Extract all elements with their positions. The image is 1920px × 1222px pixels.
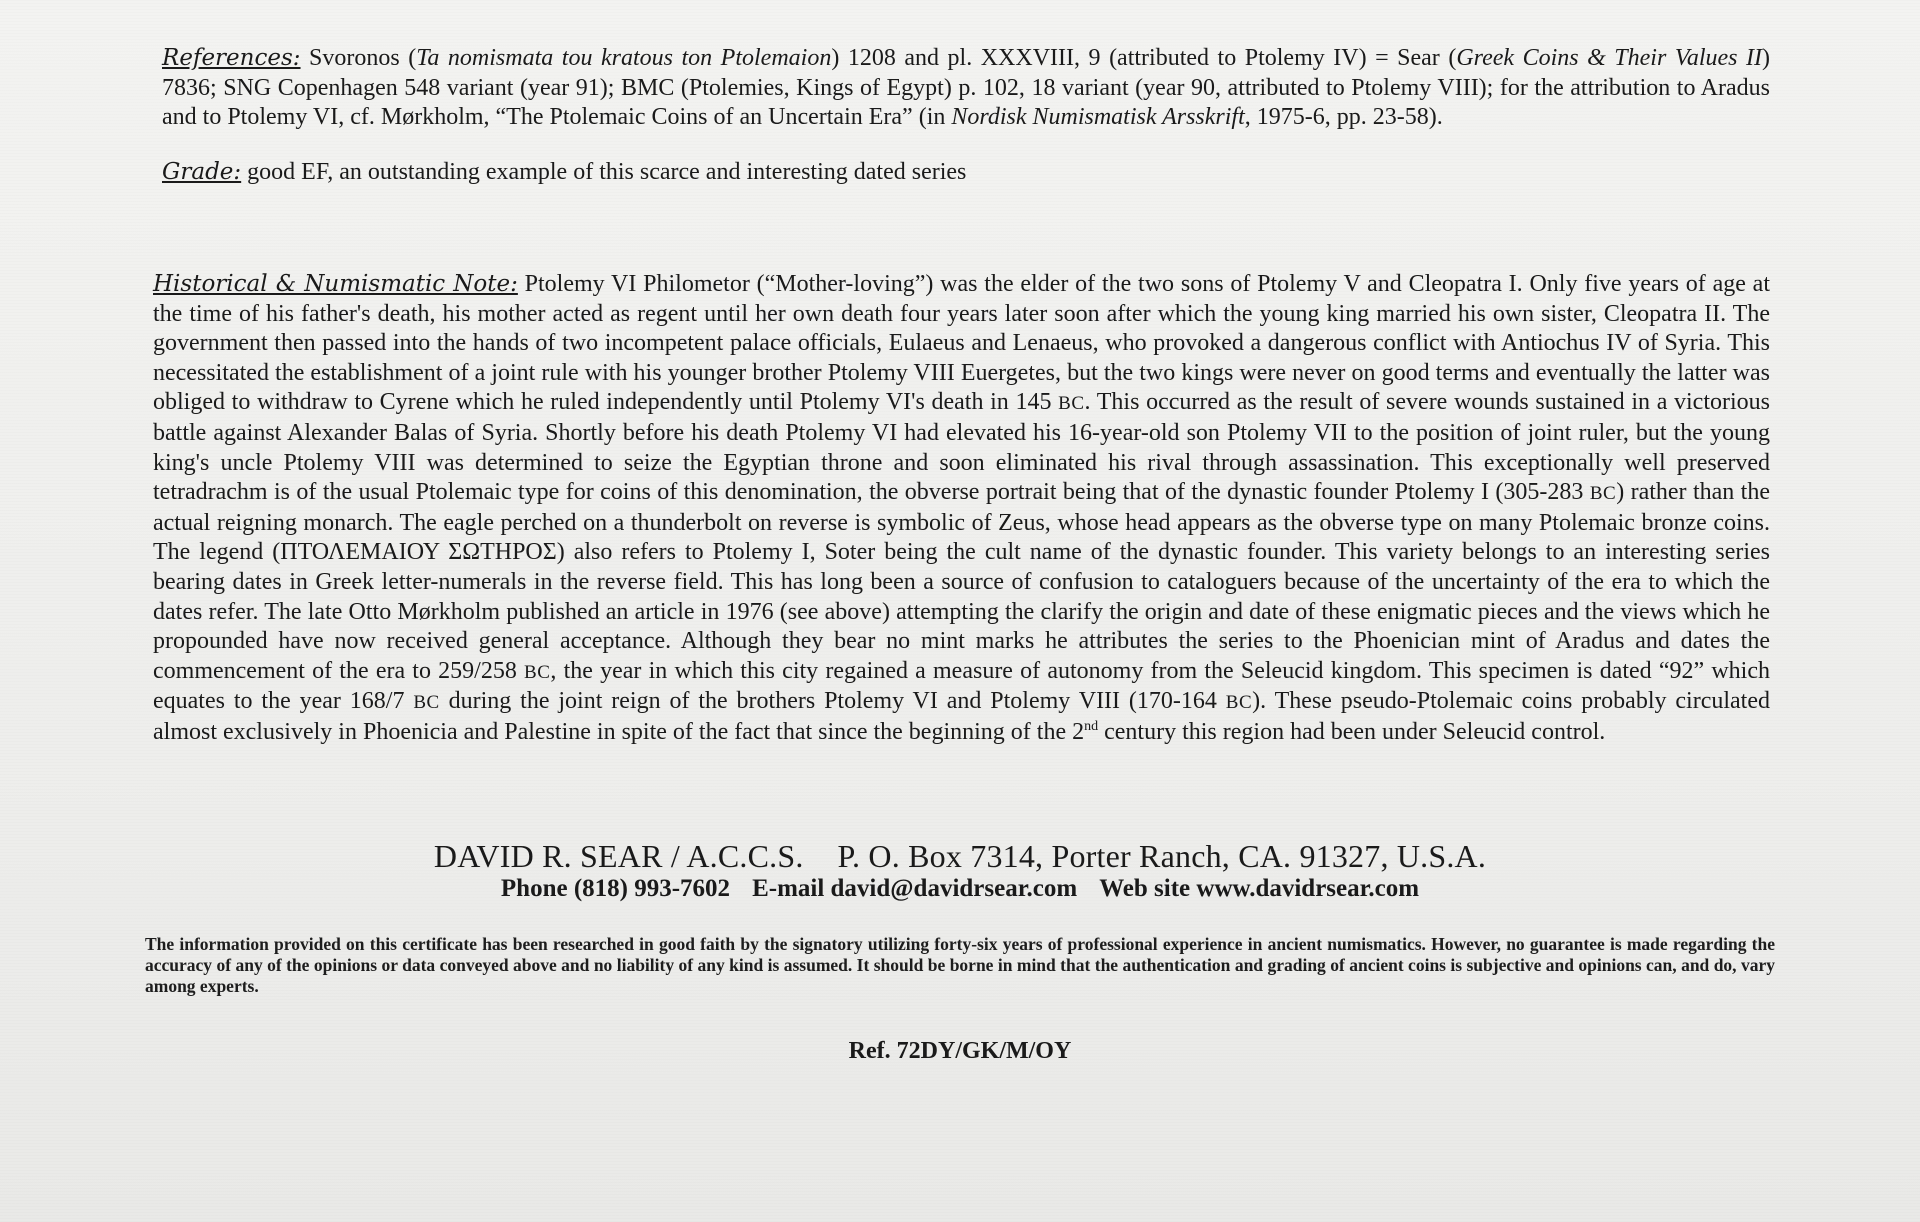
historical-text: during the joint reign of the brothers Ptolemy VI and Ptolemy VIII (170-164 [439, 688, 1226, 715]
era-bc: BC [1589, 483, 1617, 505]
contact-header [0, 838, 1920, 875]
dealer-address: P. O. Box 7314, Porter Ranch, CA. 91327, U.S.A. [837, 838, 1487, 874]
grade-label: Grade: [162, 159, 242, 185]
era-bc: BC [1058, 393, 1085, 415]
historical-note-paragraph [153, 270, 1770, 748]
contact-details [0, 875, 1920, 903]
references-text: , 1975-6, pp. 23-58). [1244, 104, 1443, 131]
historical-text: century this region had been under Seleucid control. [1098, 718, 1606, 745]
grade-paragraph [162, 158, 1770, 188]
historical-note-label: Historical & Numismatic Note: [153, 271, 518, 297]
references-text: ) 1208 and pl. XXXVIII, 9 (attributed to Ptolemy IV) = Sear ( [831, 45, 1457, 71]
references-paragraph [162, 44, 1770, 133]
historical-text: , the year in which this city regained a measure of autonomy from the Seleucid kingdom. This specimen is dated “92” which equates to the year 168/7 [153, 657, 1771, 715]
disclaimer-text: The information provided on this certificate has been researched in good faith by the signatory utilizing forty-six years of professional experience in ancient numismatics. However, no guarantee is made regarding the accuracy of any of the opinions or data conveyed above and no liability of any kind is assumed. It should be borne in mind that the authentication and grading of ancient coins is subjective and opinions can, and do, vary among experts. [145, 934, 1775, 996]
grade-text: good EF, an outstanding example of this scarce and interesting dated series [241, 159, 967, 185]
era-bc: BC [1225, 692, 1253, 714]
dealer-website: Web site www.davidrsear.com [1099, 875, 1420, 902]
historical-text: . This occurred as the result of severe wounds sustained in a victorious battle against Alexander Balas of Syria. Shortly before his death Ptolemy VI had elevated his 16-year-old son Ptolemy VII to the position of joint ruler, but the young king's uncle Ptolemy VIII was determined to seize the Egyptian throne and soon eliminated his rival through assassination. This exceptionally well preserved tetradrachm is of the usual Ptolemaic type for coins of this denomination, the obverse portrait being that of the dynastic founder Ptolemy I (305-283 [153, 389, 1771, 506]
dealer-email: E-mail david@davidrsear.com [752, 875, 1078, 902]
era-bc: BC [413, 692, 440, 714]
era-bc: BC [524, 661, 551, 683]
references-text: ) 7836; SNG Copenhagen 548 variant (year 91); BMC (Ptolemies, Kings of Egypt) p. 102, 18 variant (year 90, attributed to Ptolemy VIII); for the attribution to Aradus and to Ptolemy VI, cf. Mørkholm, “The Ptolemaic Coins of an Uncertain Era” (in [162, 45, 1771, 131]
ordinal-superscript: nd [1084, 718, 1099, 734]
dealer-name: DAVID R. SEAR / A.C.C.S. [433, 838, 804, 874]
references-text: Svoronos ( [300, 45, 417, 71]
references-title-sear: Greek Coins & Their Values II [1456, 45, 1763, 71]
historical-text: ). These pseudo-Ptolemaic coins probably circulated almost exclusively in Phoenicia and Palestine in spite of the fact that since the beginning of the 2 [153, 688, 1770, 745]
references-title-svoronos: Ta nomismata tou kratous ton Ptolemaion [416, 45, 832, 71]
references-label: References: [162, 45, 301, 71]
reference-code: Ref. 72DY/GK/M/OY [848, 1038, 1072, 1064]
historical-text: Ptolemy VI Philometor (“Mother-loving”) was the elder of the two sons of Ptolemy V and Cleopatra I. Only five years of age at the time of his father's death, his mother acted as regent until her own death four years later soon after which the young king married his own sister, Cleopatra II. The government then passed into the hands of two incompetent palace officials, Eulaeus and Lenaeus, who provoked a dangerous conflict with Antiochus IV of Syria. This necessitated the establishment of a joint rule with his younger brother Ptolemy VIII Euergetes, but the two kings were never on good terms and eventually the latter was obliged to withdraw to Cyrene which he ruled independently until Ptolemy VI's death in 145 [153, 271, 1770, 416]
references-title-nordisk: Nordisk Numismatisk Arsskrift [951, 104, 1245, 131]
historical-text: ) rather than the actual reigning monarch. The eagle perched on a thunderbolt on reverse is symbolic of Zeus, whose head appears as the obverse type on many Ptolemaic bronze coins. The legend (ΠΤΟΛΕΜΑΙΟΥ ΣΩΤΗΡΟΣ) also refers to Ptolemy I, Soter being the cult name of the dynastic founder. This variety belongs to an interesting series bearing dates in Greek letter-numerals in the reverse field. This has long been a source of confusion to cataloguers because of the uncertainty of the era to which the dates refer. The late Otto Mørkholm published an article in 1976 (see above) attempting the clarify the origin and date of these enigmatic pieces and the views which he propounded have now received general acceptance. Although they bear no mint marks he attributes the series to the Phoenician mint of Aradus and dates the commencement of the era to 259/258 [153, 479, 1771, 684]
dealer-phone: Phone (818) 993-7602 [500, 875, 731, 902]
